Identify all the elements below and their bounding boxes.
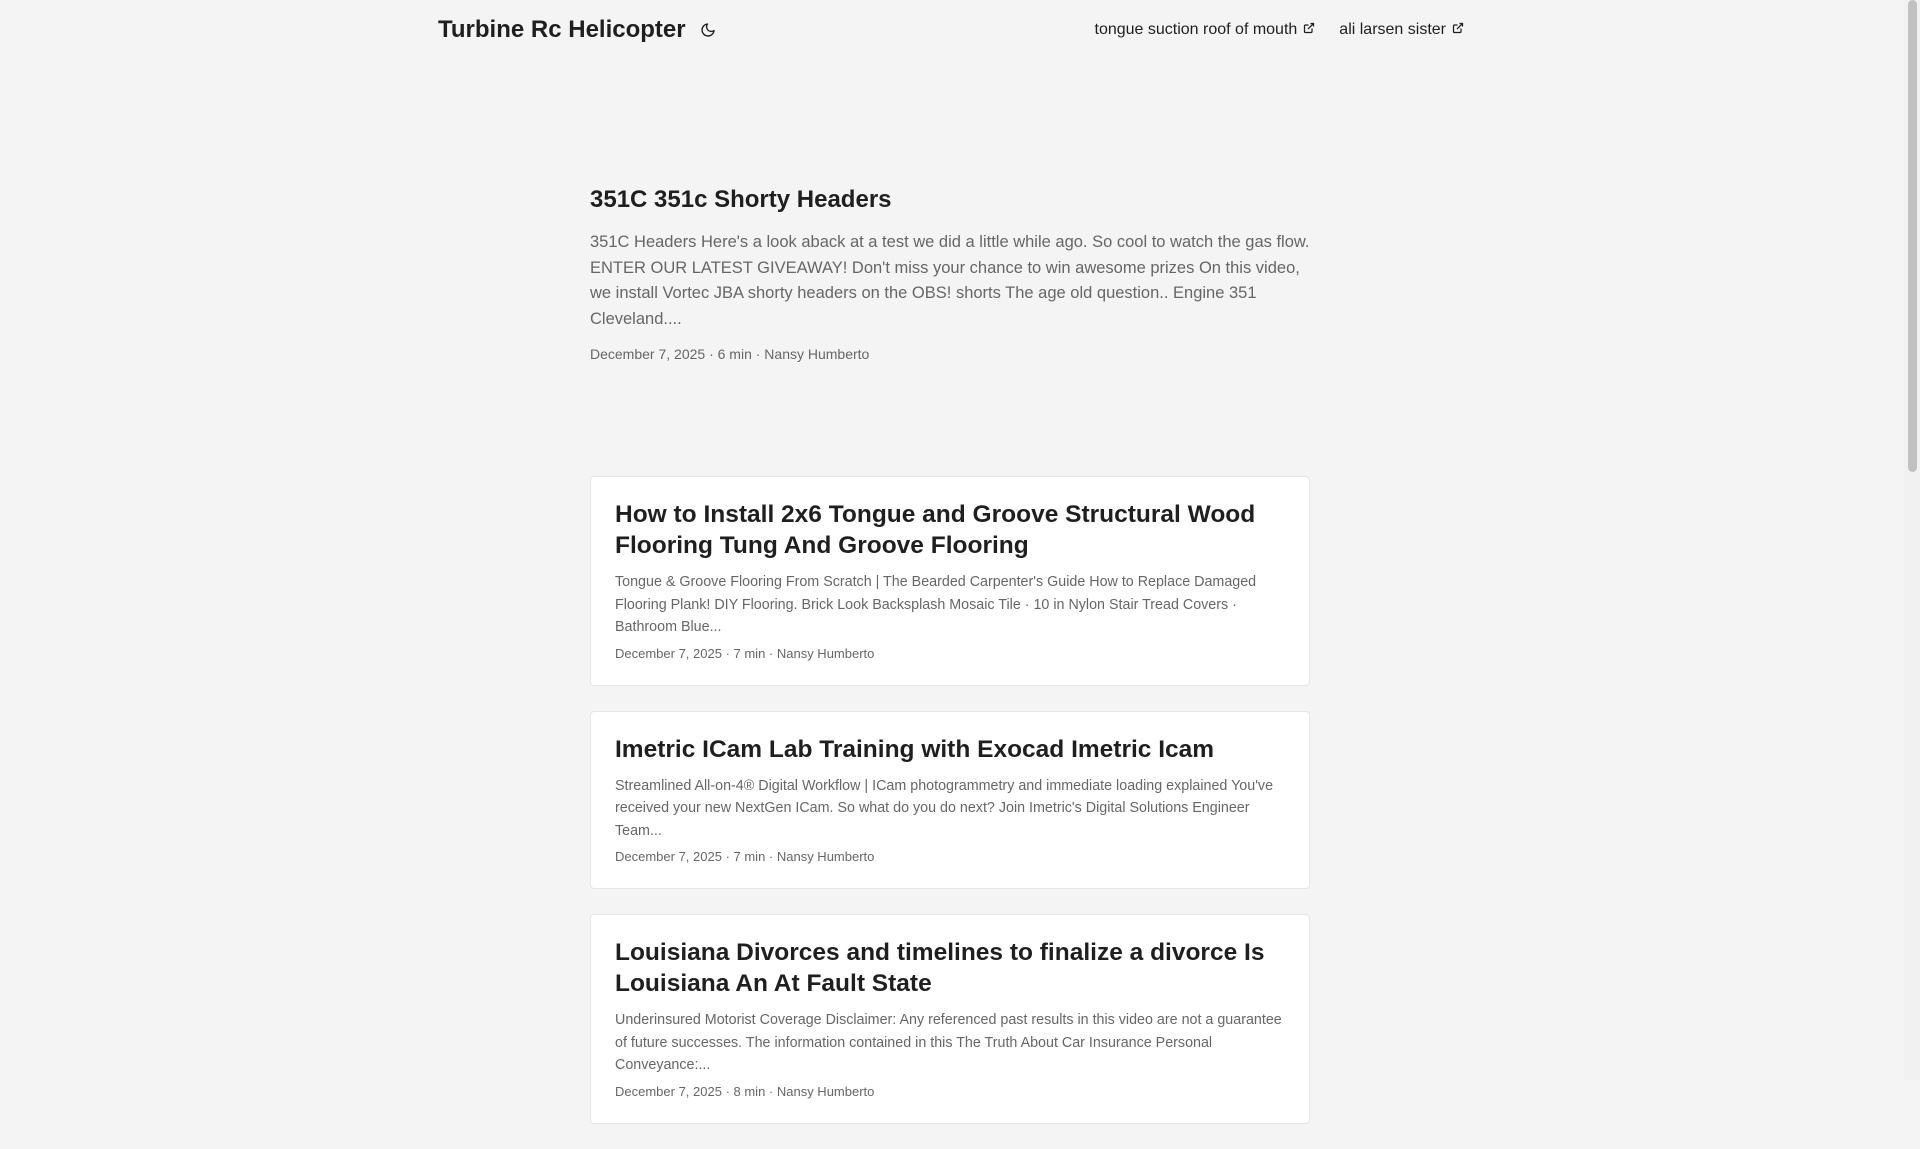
scrollbar-thumb[interactable] (1908, 0, 1917, 472)
post-card[interactable] (590, 711, 1310, 890)
external-link-icon (1303, 21, 1315, 39)
site-header (438, 0, 1464, 60)
hero-meta: December 7, 2025 · 6 min · Nansy Humberto (590, 346, 870, 362)
post-title: Imetric ICam Lab Training with Exocad Imetric Icam (615, 735, 1215, 763)
brand (438, 16, 718, 44)
nav-link-label: tongue suction roof of mouth (1094, 21, 1298, 38)
hero-title: 351C 351c Shorty Headers (590, 186, 892, 213)
post-card[interactable] (590, 914, 1310, 1124)
post-meta: December 7, 2025 · 7 min · Nansy Humberto (615, 645, 875, 661)
hero-post[interactable] (590, 186, 1310, 362)
post-list (590, 476, 1310, 1149)
moon-icon[interactable] (698, 20, 718, 40)
post-excerpt: Underinsured Motorist Coverage Disclaimer: Any referenced past results in this video are not a guarantee of future successes. The information contained in this The Truth About Car Insurance Personal Conveyance:... (615, 1012, 1282, 1073)
nav-link-tongue-suction[interactable] (1095, 21, 1316, 39)
site-title-link[interactable]: Turbine Rc Helicopter (438, 16, 686, 43)
post-title: How to Install 2x6 Tongue and Groove Structural Wood Flooring Tung And Groove Flooring (615, 501, 1256, 559)
hero-excerpt: 351C Headers Here's a look aback at a test we did a little while ago. So cool to watch the gas flow. ENTER OUR LATEST GIVEAWAY! Don't miss your chance to win awesome prizes On this video, we install Vortec JBA shorty headers on the OBS! shorts The age old question.. Engine 351 Cleveland.... (590, 233, 1310, 328)
post-excerpt: Tongue & Groove Flooring From Scratch | The Bearded Carpenter's Guide How to Replace Damaged Flooring Plank! DIY Flooring. Brick Look Backsplash Mosaic Tile · 10 in Nylon Stair Tread Covers · Bathroom Blue... (615, 574, 1257, 635)
nav-link-ali-larsen[interactable] (1339, 21, 1464, 39)
top-nav (1095, 21, 1465, 39)
scrollbar[interactable] (1904, 0, 1920, 1080)
external-link-icon (1452, 21, 1464, 39)
post-meta: December 7, 2025 · 8 min · Nansy Humberto (615, 1083, 875, 1099)
post-card[interactable] (590, 476, 1310, 686)
post-excerpt: Streamlined All-on-4® Digital Workflow | ICam photogrammetry and immediate loading explained You've received your new NextGen ICam. So what do you do next? Join Imetric's Digital Solutions Engineer Team... (615, 777, 1274, 839)
post-meta: December 7, 2025 · 7 min · Nansy Humberto (615, 849, 875, 864)
nav-link-label: ali larsen sister (1339, 21, 1446, 38)
post-title: Louisiana Divorces and timelines to finalize a divorce Is Louisiana An At Fault State (615, 939, 1265, 997)
